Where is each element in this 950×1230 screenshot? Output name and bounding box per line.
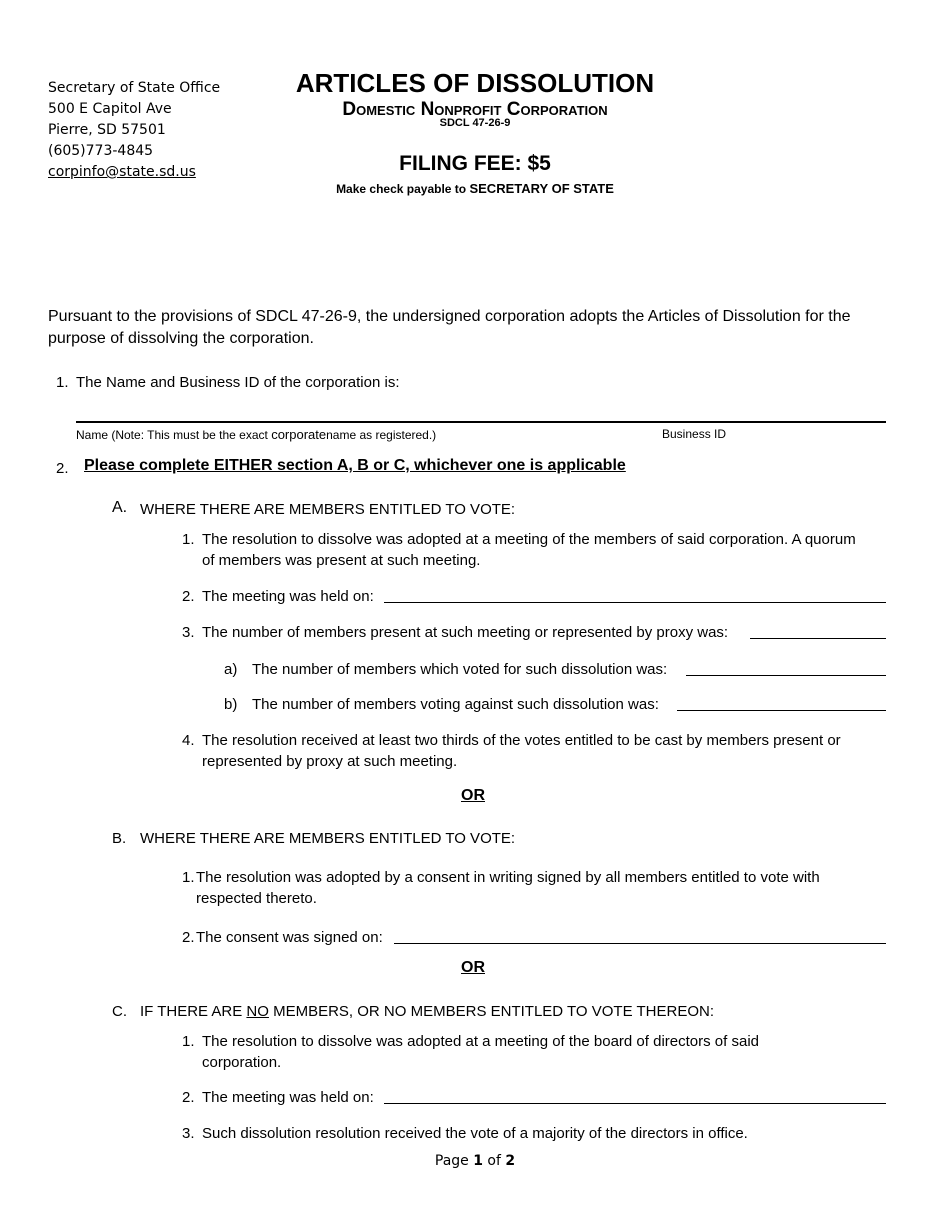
office-phone: (605)773-4845 — [48, 143, 154, 159]
a2-text: The meeting was held on: — [202, 588, 374, 605]
a3-text: The number of members present at such meeting or represented by proxy was: — [202, 624, 729, 641]
payable-note — [250, 181, 700, 196]
a1-text: The resolution to dissolve was adopted at a meeting of the members of said corporation. A quorum of members was present at such meeting. — [202, 531, 856, 569]
c2-text: The meeting was held on: — [202, 1089, 374, 1106]
aa-text: The number of members which voted for such dissolution was: — [252, 661, 668, 678]
section-c-title-no: NO — [246, 1003, 269, 1020]
name-field-label — [76, 427, 436, 442]
page-total: 2 — [505, 1153, 516, 1169]
section-a-letter: A. — [112, 499, 128, 516]
name-label-part2: name as registered.) — [326, 428, 437, 442]
name-business-id-line[interactable] — [76, 421, 886, 423]
item1-text: The Name and Business ID of the corporation is: — [76, 374, 400, 391]
a3-number: 3. — [182, 624, 195, 641]
aa-letter: a) — [224, 661, 238, 678]
business-id-label: Business ID — [662, 427, 727, 441]
c3-number: 3. — [182, 1125, 195, 1142]
a4-number: 4. — [182, 732, 195, 749]
c2-number: 2. — [182, 1089, 195, 1106]
b2-number: 2. — [182, 929, 195, 946]
section-a-title: WHERE THERE ARE MEMBERS ENTITLED TO VOTE: — [140, 501, 516, 518]
office-street: 500 E Capitol Ave — [48, 101, 172, 117]
payable-to: SECRETARY OF STATE — [469, 181, 614, 196]
page-prefix: Page — [434, 1153, 474, 1169]
name-label-corporate: corporate — [271, 427, 327, 442]
a2-meeting-date-field[interactable] — [384, 602, 886, 603]
section-c-letter: C. — [112, 1003, 127, 1020]
aa-votes-for-field[interactable] — [686, 675, 886, 676]
section-c-title-part1: IF THERE ARE — [140, 1003, 247, 1020]
section-c-title-part2: MEMBERS, OR NO MEMBERS ENTITLED TO VOTE THEREON: — [268, 1003, 714, 1020]
name-label-part1: Name (Note: This must be the exact — [76, 428, 272, 442]
b2-consent-date-field[interactable] — [394, 943, 886, 944]
item1-number: 1. — [56, 374, 69, 391]
ab-text: The number of members voting against such dissolution was: — [252, 696, 659, 713]
section-b-title: WHERE THERE ARE MEMBERS ENTITLED TO VOTE: — [140, 830, 516, 847]
intro-paragraph: Pursuant to the provisions of SDCL 47-26-9, the undersigned corporation adopts the Articles of Dissolution for the purpose of dissolving the corporation. — [48, 308, 851, 347]
c2-meeting-date-field[interactable] — [384, 1103, 886, 1104]
item2-heading: Please complete EITHER section A, B or C, whichever one is applicable — [84, 457, 626, 474]
form-subtitle: Domestic Nonprofit Corporation — [342, 99, 608, 120]
page-of: of — [482, 1153, 506, 1169]
b2-text: The consent was signed on: — [196, 929, 383, 946]
b1-text: The resolution was adopted by a consent in writing signed by all members entitled to vote with respected thereto. — [196, 869, 820, 907]
ab-letter: b) — [224, 696, 238, 713]
c1-number: 1. — [182, 1033, 195, 1050]
page-number — [0, 1153, 950, 1169]
payable-prefix: Make check payable to — [336, 182, 470, 196]
office-name: Secretary of State Office — [48, 80, 221, 96]
office-email-link[interactable]: corpinfo@state.sd.us — [48, 164, 196, 180]
a2-number: 2. — [182, 588, 195, 605]
form-title: ARTICLES OF DISSOLUTION — [295, 68, 655, 98]
b1-number: 1. — [182, 869, 195, 886]
a3-members-present-field[interactable] — [750, 638, 886, 639]
section-b-letter: B. — [112, 830, 127, 847]
section-c-title — [140, 1001, 714, 1022]
ab-votes-against-field[interactable] — [677, 710, 886, 711]
or-separator-1: OR — [461, 787, 485, 804]
office-address — [48, 78, 220, 183]
c1-text: The resolution to dissolve was adopted at a meeting of the board of directors of said corporation. — [202, 1033, 759, 1071]
c3-text: Such dissolution resolution received the vote of a majority of the directors in office. — [202, 1125, 748, 1142]
statute-ref: SDCL 47-26-9 — [439, 117, 511, 129]
or-separator-2: OR — [461, 959, 485, 976]
page-current: 1 — [473, 1153, 483, 1169]
filing-fee: FILING FEE: $5 — [399, 152, 551, 175]
item2-number: 2. — [56, 460, 69, 477]
office-city: Pierre, SD 57501 — [48, 122, 166, 138]
a4-text: The resolution received at least two thirds of the votes entitled to be cast by members present or represented by proxy at such meeting. — [202, 732, 841, 770]
a1-number: 1. — [182, 531, 195, 548]
